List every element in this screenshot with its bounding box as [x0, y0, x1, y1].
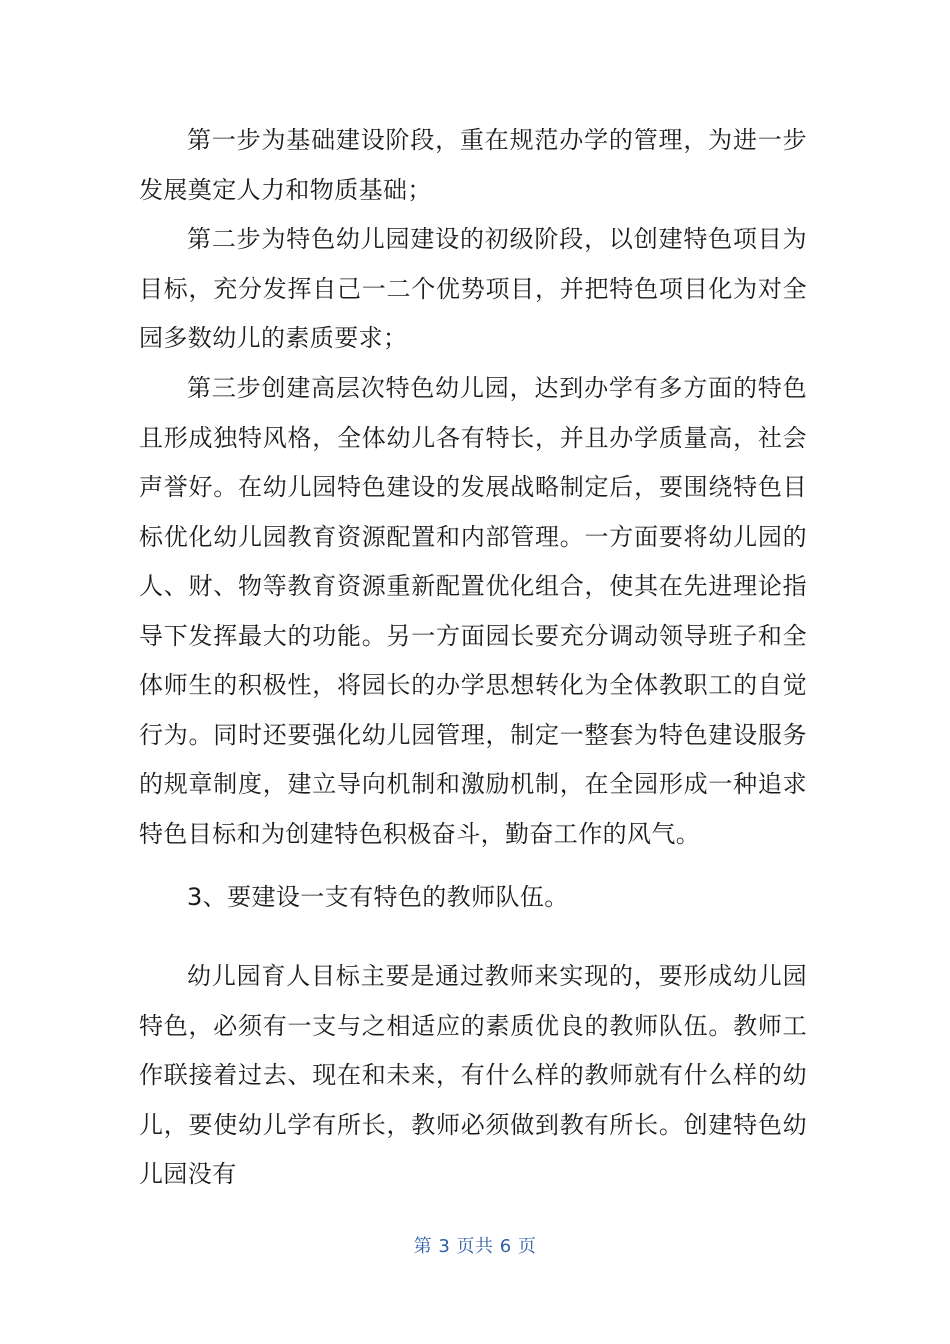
paragraph-step-one: 第一步为基础建设阶段，重在规范办学的管理，为进一步发展奠定人力和物质基础；: [139, 126, 807, 204]
paragraph-step-three: 第三步创建高层次特色幼儿园，达到办学有多方面的特色且形成独特风格，全体幼儿各有特长，并且办学质量高，社会声誉好。在幼儿园特色建设的发展战略制定后，要围绕特色目标优化幼儿园教育资源配置和内部管理。一方面要将幼儿园的人、财、物等教育资源重新配置优化组合，使其在先进理论指导下发挥最大的功能。另一方面园长要充分调动领导班子和全体师生的积极性，将园长的办学思想转化为全体教职工的自觉行为。同时还要强化幼儿园管理，制定一整套为特色建设服务的规章制度，建立导向机制和激励机制，在全园形成一种追求特色目标和为创建特色积极奋斗，勤奋工作的风气。: [139, 374, 807, 848]
paragraph-step-two: 第二步为特色幼儿园建设的初级阶段，以创建特色项目为目标，充分发挥自己一二个优势项目，并把特色项目化为对全园多数幼儿的素质要求；: [139, 225, 807, 352]
page-number-footer: 第 3 页共 6 页: [413, 1236, 537, 1257]
section-heading-teacher-team: 3、要建设一支有特色的教师队伍。: [187, 883, 569, 911]
paragraph-teacher-team: 幼儿园育人目标主要是通过教师来实现的，要形成幼儿园特色，必须有一支与之相适应的素质优良的教师队伍。教师工作联接着过去、现在和未来，有什么样的教师就有什么样的幼儿，要使幼儿学有所长，教师必须做到教有所长。创建特色幼儿园没有: [139, 962, 807, 1188]
